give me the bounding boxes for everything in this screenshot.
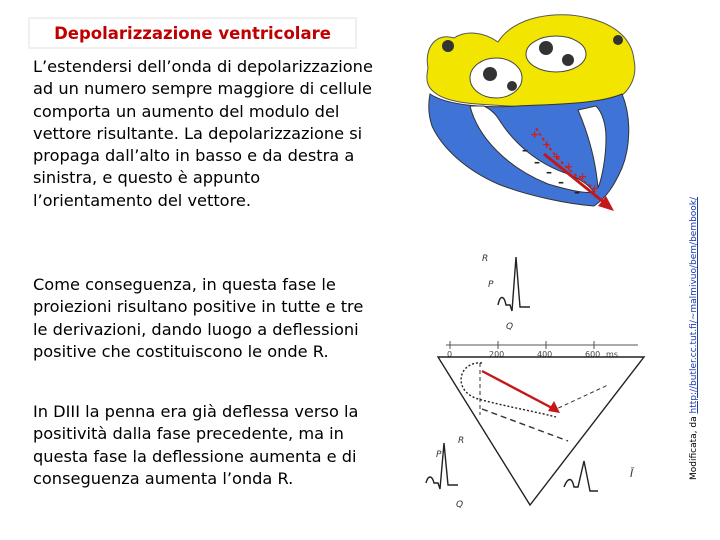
paragraph-diii: In DIII la penna era già deflessa verso la positività dalla fase precedente, ma in questa fase la deflessione aumenta e di conseguenza aumenta l’onda R. [33, 402, 359, 488]
svg-text:–: – [546, 165, 552, 179]
source-credit [689, 197, 699, 480]
svg-text:+: + [542, 138, 552, 151]
ecg-trace-right [564, 461, 598, 491]
scale-label: 600 [585, 350, 601, 359]
projection-line [482, 409, 568, 441]
wave-label-q: Q [456, 500, 464, 510]
svg-text:+: + [552, 150, 562, 163]
wave-label-r: R [458, 436, 465, 446]
projection-line [552, 385, 608, 411]
scale-unit: ms [606, 350, 618, 359]
scale-label: 0 [447, 350, 453, 359]
vessel [442, 40, 454, 52]
paragraph-r-waves: Come conseguenza, in questa fase le proiezioni risultano positive in tutte e tre le derivazioni, dando luogo a deflessioni positive che costituiscono le onde R. [33, 275, 364, 361]
source-link[interactable]: http://butler.cc.tut.fi/~malmivuo/bem/bembook/ [689, 196, 699, 414]
svg-text:–: – [522, 143, 528, 157]
vessel [613, 35, 623, 45]
wave-label-q: Q [506, 322, 514, 332]
wave-label-p: P [488, 280, 494, 290]
vessel [562, 54, 574, 66]
slide-title: Depolarizzazione ventricolare [54, 23, 331, 43]
wave-label-p: P [436, 450, 442, 460]
wave-label-r: R [482, 254, 489, 264]
ecg-trace-top [498, 257, 530, 311]
svg-text:+: + [578, 170, 588, 183]
scale-label: 200 [489, 350, 505, 359]
credit-prefix: Modificata, da [689, 413, 699, 480]
svg-text:+: + [590, 182, 600, 195]
svg-text:–: – [558, 175, 564, 189]
paragraph-vector-orientation: L’estendersi dell’onda di depolarizzazione ad un numero sempre maggiore di cellule comporta un aumento del modulo del vettore risultante. La depolarizzazione si propaga dall’alto in basso e da destra a sinistra, e questo è appunto l’orientamento del vettore. [33, 57, 373, 210]
heart-figure [418, 8, 650, 236]
atrial-opening [526, 36, 586, 72]
ecg-trace-left [426, 443, 458, 489]
vessel [483, 67, 497, 81]
vessel [507, 81, 517, 91]
scale-label: 400 [537, 350, 553, 359]
svg-text:+: + [530, 128, 540, 141]
svg-text:–: – [534, 155, 540, 169]
svg-text:–: – [574, 185, 580, 199]
axis-label: Ī [630, 467, 634, 480]
einthoven-diagram [418, 245, 660, 520]
svg-text:+: + [564, 160, 574, 173]
vessel [539, 41, 553, 55]
title-box [28, 17, 357, 49]
atrial-opening [470, 58, 522, 98]
vector-loop [461, 363, 556, 417]
